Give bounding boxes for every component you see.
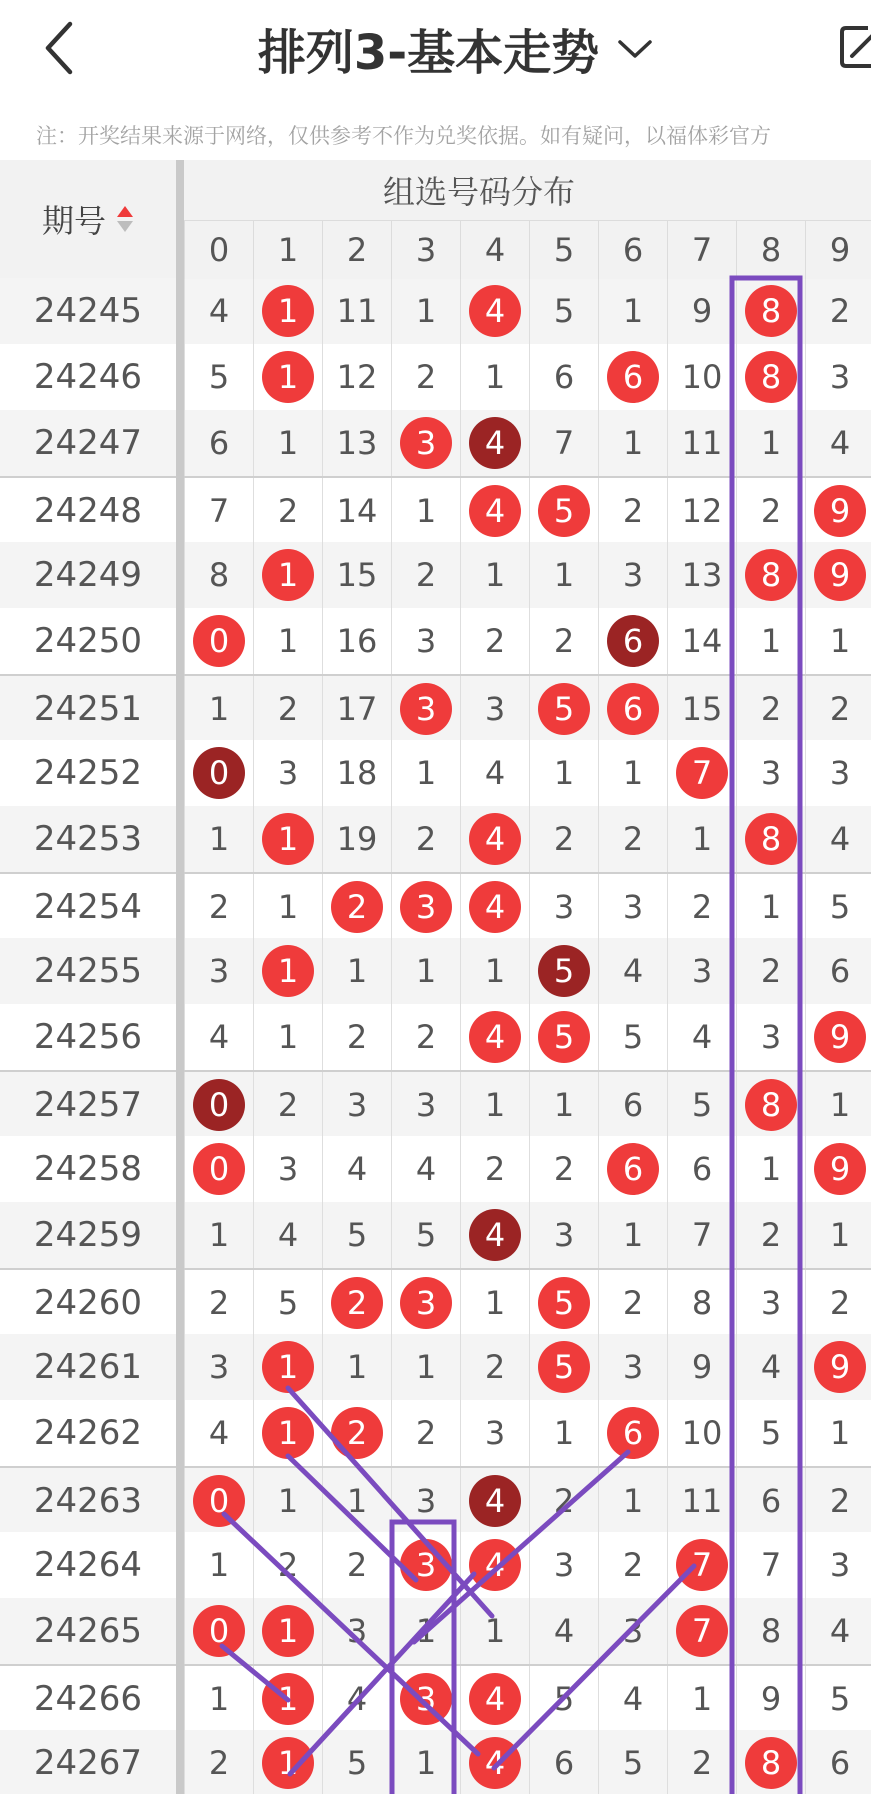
digit-cell: 2 [460, 608, 529, 674]
digit-cell: 16 [322, 608, 391, 674]
digit-cell: 2 [736, 478, 805, 544]
digit-cell: 3 [391, 608, 460, 674]
digit-cell: 1 [322, 1334, 391, 1400]
digit-cell: 1 [529, 1400, 598, 1466]
drawn-number-ball: 6 [607, 1407, 659, 1459]
drawn-number-ball: 8 [745, 813, 797, 865]
period-number: 24248 [33, 491, 143, 531]
drawn-number-ball: 4 [469, 1673, 521, 1725]
digit-cell: 5 [529, 278, 598, 344]
digit-cell: 6 [529, 1730, 598, 1794]
drawn-number-ball: 3 [400, 683, 452, 735]
digit-cell: 3 [598, 1598, 667, 1664]
period-number: 24261 [33, 1347, 143, 1387]
digit-cell: 11 [667, 1468, 736, 1534]
period-number: 24263 [33, 1481, 143, 1521]
period-number: 24266 [33, 1679, 143, 1719]
digit-cell: 4 [805, 1598, 871, 1664]
digit-cell: 3 [184, 938, 253, 1004]
digit-cell: 2 [598, 478, 667, 544]
digit-cell: 7 [529, 410, 598, 476]
digit-cell: 15 [322, 542, 391, 608]
digit-cell: 3 [529, 1202, 598, 1268]
drawn-number-ball: 1 [262, 1737, 314, 1789]
digit-cell: 5 [529, 1666, 598, 1732]
drawn-number-ball: 9 [814, 1341, 866, 1393]
digit-cell: 2 [253, 478, 322, 544]
period-number: 24255 [33, 951, 143, 991]
period-number: 24246 [33, 357, 143, 397]
digit-cell: 1 [322, 938, 391, 1004]
digit-header-9: 9 [805, 221, 871, 279]
digit-cell: 1 [529, 1072, 598, 1138]
drawn-number-ball: 4 [469, 813, 521, 865]
drawn-number-ball: 6 [607, 1143, 659, 1195]
digit-cell: 5 [322, 1730, 391, 1794]
digit-cell: 5 [322, 1202, 391, 1268]
digit-cell: 3 [598, 874, 667, 940]
digit-cell: 2 [322, 1004, 391, 1070]
drawn-number-ball: 4 [469, 1539, 521, 1591]
digit-header-8: 8 [736, 221, 805, 279]
digit-cell: 3 [805, 740, 871, 806]
digit-cell: 3 [598, 542, 667, 608]
digit-cell: 3 [598, 1334, 667, 1400]
digit-cell: 1 [598, 1468, 667, 1534]
digit-cell: 4 [184, 1004, 253, 1070]
digit-header-5: 5 [529, 221, 598, 279]
digit-cell: 1 [391, 938, 460, 1004]
period-number: 24253 [33, 819, 143, 859]
digit-cell: 7 [667, 1202, 736, 1268]
drawn-number-ball: 7 [676, 1539, 728, 1591]
digit-cell: 4 [598, 938, 667, 1004]
drawn-number-ball: 2 [331, 881, 383, 933]
digit-cell: 2 [598, 1532, 667, 1598]
period-number: 24250 [33, 621, 143, 661]
digit-header-6: 6 [598, 221, 667, 279]
digit-cell: 2 [184, 1270, 253, 1336]
drawn-number-ball: 9 [814, 549, 866, 601]
digit-cell: 5 [736, 1400, 805, 1466]
drawn-number-ball: 5 [538, 1011, 590, 1063]
digit-cell: 18 [322, 740, 391, 806]
drawn-number-ball: 3 [400, 417, 452, 469]
digit-cell: 4 [184, 1400, 253, 1466]
digit-cell: 4 [391, 1136, 460, 1202]
digit-cell: 2 [391, 542, 460, 608]
digit-cell: 1 [598, 410, 667, 476]
drawn-number-ball: 8 [745, 351, 797, 403]
digit-cell: 1 [460, 542, 529, 608]
digit-cell: 11 [667, 410, 736, 476]
digit-cell: 1 [253, 608, 322, 674]
drawn-number-ball: 4 [469, 1011, 521, 1063]
digit-cell: 3 [805, 1532, 871, 1598]
digit-cell: 1 [805, 608, 871, 674]
period-number: 24259 [33, 1215, 143, 1255]
digit-cell: 4 [184, 278, 253, 344]
digit-cell: 2 [805, 1468, 871, 1534]
digit-cell: 3 [391, 1468, 460, 1534]
digit-cell: 5 [805, 874, 871, 940]
digit-cell: 7 [184, 478, 253, 544]
digit-cell: 4 [805, 806, 871, 872]
digit-cell: 3 [391, 1072, 460, 1138]
digit-cell: 6 [667, 1136, 736, 1202]
period-number: 24257 [33, 1085, 143, 1125]
digit-cell: 1 [184, 806, 253, 872]
digit-cell: 2 [460, 1334, 529, 1400]
digit-cell: 1 [598, 1202, 667, 1268]
digit-cell: 4 [736, 1334, 805, 1400]
digit-cell: 1 [391, 478, 460, 544]
drawn-number-ball: 5 [538, 485, 590, 537]
period-column-header[interactable] [0, 160, 176, 278]
drawn-number-ball: 1 [262, 813, 314, 865]
digit-cell: 3 [667, 938, 736, 1004]
digit-cell: 1 [805, 1202, 871, 1268]
digit-cell: 1 [184, 1666, 253, 1732]
sort-icon [116, 204, 134, 234]
repeat-number-ball: 4 [469, 417, 521, 469]
digit-cell: 6 [736, 1468, 805, 1534]
digit-header-2: 2 [322, 221, 391, 279]
digit-cell: 5 [184, 344, 253, 410]
digit-cell: 4 [322, 1136, 391, 1202]
digit-cell: 1 [460, 1072, 529, 1138]
period-number: 24247 [33, 423, 143, 463]
digit-cell: 3 [322, 1072, 391, 1138]
digit-cell: 1 [529, 740, 598, 806]
drawn-number-ball: 1 [262, 1407, 314, 1459]
column-divider [176, 160, 184, 1794]
digit-cell: 3 [253, 1136, 322, 1202]
period-number: 24251 [33, 689, 143, 729]
digit-cell: 2 [253, 1072, 322, 1138]
drawn-number-ball: 1 [262, 351, 314, 403]
digit-cell: 1 [460, 344, 529, 410]
drawn-number-ball: 6 [607, 683, 659, 735]
digit-cell: 2 [460, 1136, 529, 1202]
digit-cell: 6 [598, 1072, 667, 1138]
digit-cell: 1 [736, 1136, 805, 1202]
digit-cell: 2 [391, 344, 460, 410]
digit-cell: 1 [598, 740, 667, 806]
digit-cell: 5 [667, 1072, 736, 1138]
digit-cell: 1 [736, 410, 805, 476]
digit-cell: 2 [598, 806, 667, 872]
digit-cell: 2 [805, 278, 871, 344]
digit-cell: 13 [667, 542, 736, 608]
digit-cell: 5 [598, 1730, 667, 1794]
digit-cell: 3 [184, 1334, 253, 1400]
drawn-number-ball: 3 [400, 881, 452, 933]
drawn-number-ball: 9 [814, 1011, 866, 1063]
digit-cell: 8 [184, 542, 253, 608]
digit-cell: 2 [529, 806, 598, 872]
digit-cell: 3 [736, 1004, 805, 1070]
digit-cell: 3 [805, 344, 871, 410]
digit-cell: 4 [322, 1666, 391, 1732]
digit-cell: 10 [667, 344, 736, 410]
digit-cell: 9 [736, 1666, 805, 1732]
digit-header-row [184, 220, 871, 279]
digit-cell: 2 [253, 676, 322, 742]
digit-cell: 2 [529, 608, 598, 674]
digit-cell: 1 [184, 676, 253, 742]
digit-cell: 4 [253, 1202, 322, 1268]
digit-cell: 5 [253, 1270, 322, 1336]
digit-cell: 1 [184, 1532, 253, 1598]
digit-cell: 1 [598, 278, 667, 344]
repeat-number-ball: 5 [538, 945, 590, 997]
digit-cell: 4 [667, 1004, 736, 1070]
digit-cell: 4 [460, 740, 529, 806]
period-number: 24254 [33, 887, 143, 927]
digit-cell: 1 [460, 1598, 529, 1664]
period-number: 24267 [33, 1743, 143, 1783]
digit-cell: 2 [736, 676, 805, 742]
digit-cell: 2 [805, 1270, 871, 1336]
digit-cell: 2 [598, 1270, 667, 1336]
digit-cell: 3 [322, 1598, 391, 1664]
digit-cell: 2 [529, 1136, 598, 1202]
drawn-number-ball: 4 [469, 285, 521, 337]
drawn-number-ball: 0 [193, 1605, 245, 1657]
digit-cell: 12 [667, 478, 736, 544]
digit-cell: 3 [736, 1270, 805, 1336]
drawn-number-ball: 4 [469, 881, 521, 933]
digit-cell: 2 [184, 1730, 253, 1794]
digit-cell: 1 [529, 542, 598, 608]
digit-cell: 10 [667, 1400, 736, 1466]
digit-cell: 19 [322, 806, 391, 872]
digit-cell: 3 [460, 1400, 529, 1466]
drawn-number-ball: 1 [262, 1673, 314, 1725]
digit-cell: 1 [736, 608, 805, 674]
digit-cell: 1 [391, 1598, 460, 1664]
drawn-number-ball: 6 [607, 351, 659, 403]
digit-header-7: 7 [667, 221, 736, 279]
digit-cell: 2 [184, 874, 253, 940]
digit-cell: 1 [253, 1004, 322, 1070]
digit-cell: 15 [667, 676, 736, 742]
digit-cell: 12 [322, 344, 391, 410]
digit-cell: 2 [391, 806, 460, 872]
digit-cell: 1 [391, 278, 460, 344]
page-title-dropdown[interactable] [0, 14, 871, 83]
digit-cell: 17 [322, 676, 391, 742]
period-header-label: 期号 [41, 202, 106, 240]
digit-cell: 1 [460, 1270, 529, 1336]
period-number: 24245 [33, 291, 143, 331]
digit-cell: 8 [736, 1598, 805, 1664]
repeat-number-ball: 0 [193, 1079, 245, 1131]
digit-cell: 3 [460, 676, 529, 742]
digit-cell: 1 [391, 740, 460, 806]
repeat-number-ball: 4 [469, 1475, 521, 1527]
digit-cell: 1 [184, 1202, 253, 1268]
digit-cell: 2 [391, 1004, 460, 1070]
digit-cell: 9 [667, 1334, 736, 1400]
digit-cell: 2 [805, 676, 871, 742]
digit-header-1: 1 [253, 221, 322, 279]
digit-cell: 4 [805, 410, 871, 476]
digit-cell: 1 [805, 1072, 871, 1138]
digit-cell: 5 [391, 1202, 460, 1268]
group-distribution-header: 组选号码分布 [184, 160, 871, 220]
drawn-number-ball: 3 [400, 1539, 452, 1591]
drawn-number-ball: 3 [400, 1277, 452, 1329]
digit-cell: 4 [529, 1598, 598, 1664]
digit-cell: 1 [667, 1666, 736, 1732]
drawn-number-ball: 1 [262, 945, 314, 997]
digit-cell: 6 [184, 410, 253, 476]
digit-cell: 3 [253, 740, 322, 806]
digit-cell: 2 [736, 938, 805, 1004]
page-title: 排列3-基本走势 [257, 25, 600, 81]
drawn-number-ball: 9 [814, 485, 866, 537]
digit-cell: 2 [667, 1730, 736, 1794]
digit-cell: 2 [667, 874, 736, 940]
drawn-number-ball: 4 [469, 1737, 521, 1789]
digit-cell: 8 [667, 1270, 736, 1336]
top-bar [0, 0, 871, 100]
digit-cell: 1 [253, 410, 322, 476]
digit-cell: 4 [598, 1666, 667, 1732]
period-number: 24260 [33, 1283, 143, 1323]
digit-cell: 14 [322, 478, 391, 544]
digit-cell: 1 [667, 806, 736, 872]
digit-cell: 3 [529, 874, 598, 940]
digit-cell: 1 [805, 1400, 871, 1466]
digit-cell: 13 [322, 410, 391, 476]
drawn-number-ball: 1 [262, 285, 314, 337]
period-number: 24258 [33, 1149, 143, 1189]
drawn-number-ball: 8 [745, 1079, 797, 1131]
drawn-number-ball: 0 [193, 1475, 245, 1527]
digit-cell: 1 [460, 938, 529, 1004]
digit-cell: 2 [253, 1532, 322, 1598]
digit-header-3: 3 [391, 221, 460, 279]
digit-cell: 11 [322, 278, 391, 344]
drawn-number-ball: 2 [331, 1277, 383, 1329]
repeat-number-ball: 4 [469, 1209, 521, 1261]
digit-cell: 1 [253, 1468, 322, 1534]
digit-grid [184, 160, 871, 1794]
digit-cell: 1 [391, 1334, 460, 1400]
digit-cell: 2 [322, 1532, 391, 1598]
drawn-number-ball: 5 [538, 683, 590, 735]
drawn-number-ball: 7 [676, 1605, 728, 1657]
digit-cell: 1 [736, 874, 805, 940]
digit-cell: 9 [667, 278, 736, 344]
period-number: 24264 [33, 1545, 143, 1585]
drawn-number-ball: 3 [400, 1673, 452, 1725]
drawn-number-ball: 4 [469, 485, 521, 537]
drawn-number-ball: 0 [193, 615, 245, 667]
digit-header-0: 0 [184, 221, 253, 279]
period-number: 24265 [33, 1611, 143, 1651]
chevron-down-icon [617, 38, 653, 60]
period-number: 24256 [33, 1017, 143, 1057]
digit-cell: 7 [736, 1532, 805, 1598]
drawn-number-ball: 2 [331, 1407, 383, 1459]
period-number: 24249 [33, 555, 143, 595]
repeat-number-ball: 0 [193, 747, 245, 799]
digit-cell: 3 [529, 1532, 598, 1598]
trend-table [0, 160, 871, 1794]
drawn-number-ball: 8 [745, 285, 797, 337]
drawn-number-ball: 1 [262, 549, 314, 601]
drawn-number-ball: 1 [262, 1341, 314, 1393]
drawn-number-ball: 8 [745, 1737, 797, 1789]
digit-cell: 2 [736, 1202, 805, 1268]
digit-cell: 1 [322, 1468, 391, 1534]
digit-cell: 2 [529, 1468, 598, 1534]
repeat-number-ball: 6 [607, 615, 659, 667]
drawn-number-ball: 0 [193, 1143, 245, 1195]
drawn-number-ball: 8 [745, 549, 797, 601]
digit-cell: 1 [391, 1730, 460, 1794]
drawn-number-ball: 5 [538, 1341, 590, 1393]
digit-cell: 5 [598, 1004, 667, 1070]
digit-cell: 5 [805, 1666, 871, 1732]
digit-header-4: 4 [460, 221, 529, 279]
digit-cell: 3 [736, 740, 805, 806]
drawn-number-ball: 9 [814, 1143, 866, 1195]
digit-cell: 2 [391, 1400, 460, 1466]
drawn-number-ball: 1 [262, 1605, 314, 1657]
digit-cell: 14 [667, 608, 736, 674]
digit-cell: 6 [805, 938, 871, 1004]
disclaimer-notice: 注：开奖结果来源于网络，仅供参考不作为兑奖依据。如有疑问，以福体彩官方 [36, 124, 771, 148]
digit-cell: 6 [529, 344, 598, 410]
digit-cell: 1 [253, 874, 322, 940]
digit-cell: 6 [805, 1730, 871, 1794]
period-number: 24262 [33, 1413, 143, 1453]
drawn-number-ball: 5 [538, 1277, 590, 1329]
drawn-number-ball: 7 [676, 747, 728, 799]
edit-icon[interactable] [838, 20, 871, 70]
period-number: 24252 [33, 753, 143, 793]
